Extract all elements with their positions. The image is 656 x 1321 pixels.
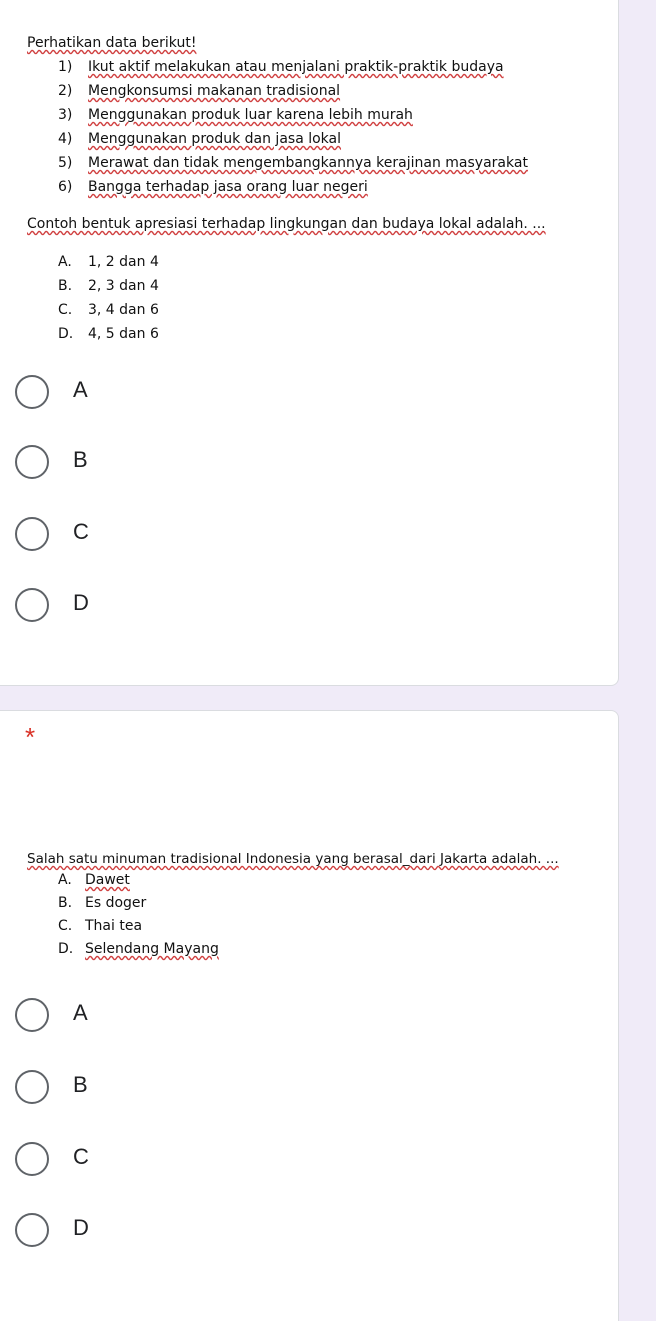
- radio-button[interactable]: [15, 1142, 49, 1176]
- option-label: D: [73, 590, 89, 615]
- option-label: D: [73, 1215, 89, 1240]
- choice-text: D. Selendang Mayang: [58, 941, 219, 957]
- option-label: B: [73, 1072, 88, 1097]
- choice-text: B. Es doger: [58, 895, 147, 911]
- choice-text: C. Thai tea: [58, 918, 143, 934]
- question-text: Salah satu minuman tradisional Indonesia yang berasal_dari Jakarta adalah. ...: [27, 851, 559, 867]
- option-label: C: [73, 519, 89, 544]
- radio-button[interactable]: [15, 998, 49, 1032]
- radio-option-c[interactable]: [0, 1134, 600, 1184]
- list-item: 4) Menggunakan produk dan jasa lokal: [58, 131, 342, 147]
- question-text: Contoh bentuk apresiasi terhadap lingkungan dan budaya lokal adalah. ...: [27, 216, 546, 232]
- choice-text: D. 4, 5 dan 6: [58, 326, 159, 342]
- radio-button[interactable]: [15, 588, 49, 622]
- list-item: 5) Merawat dan tidak mengembangkannya kerajinan masyarakat: [58, 155, 528, 171]
- radio-option-b[interactable]: [0, 437, 600, 487]
- radio-option-d[interactable]: [0, 580, 600, 630]
- radio-button[interactable]: [15, 445, 49, 479]
- option-label: B: [73, 447, 88, 472]
- choice-text: A. Dawet: [58, 872, 130, 888]
- radio-option-c[interactable]: [0, 509, 600, 559]
- list-item: 1) Ikut aktif melakukan atau menjalani praktik-praktik budaya: [58, 59, 504, 75]
- choice-text: C. 3, 4 dan 6: [58, 302, 159, 318]
- option-label: A: [73, 377, 88, 402]
- list-item: 3) Menggunakan produk luar karena lebih murah: [58, 107, 413, 123]
- radio-button[interactable]: [15, 375, 49, 409]
- list-item: 6) Bangga terhadap jasa orang luar negeri: [58, 179, 368, 195]
- radio-option-a[interactable]: [0, 367, 600, 417]
- radio-option-b[interactable]: [0, 1062, 600, 1112]
- choice-text: A. 1, 2 dan 4: [58, 254, 159, 270]
- radio-option-d[interactable]: [0, 1205, 600, 1255]
- list-item: 2) Mengkonsumsi makanan tradisional: [58, 83, 341, 99]
- radio-button[interactable]: [15, 1070, 49, 1104]
- radio-button[interactable]: [15, 1213, 49, 1247]
- question-intro: Perhatikan data berikut!: [27, 35, 197, 51]
- radio-option-a[interactable]: [0, 990, 600, 1040]
- required-asterisk: *: [25, 722, 36, 752]
- choice-text: B. 2, 3 dan 4: [58, 278, 159, 294]
- option-label: A: [73, 1000, 88, 1025]
- radio-button[interactable]: [15, 517, 49, 551]
- option-label: C: [73, 1144, 89, 1169]
